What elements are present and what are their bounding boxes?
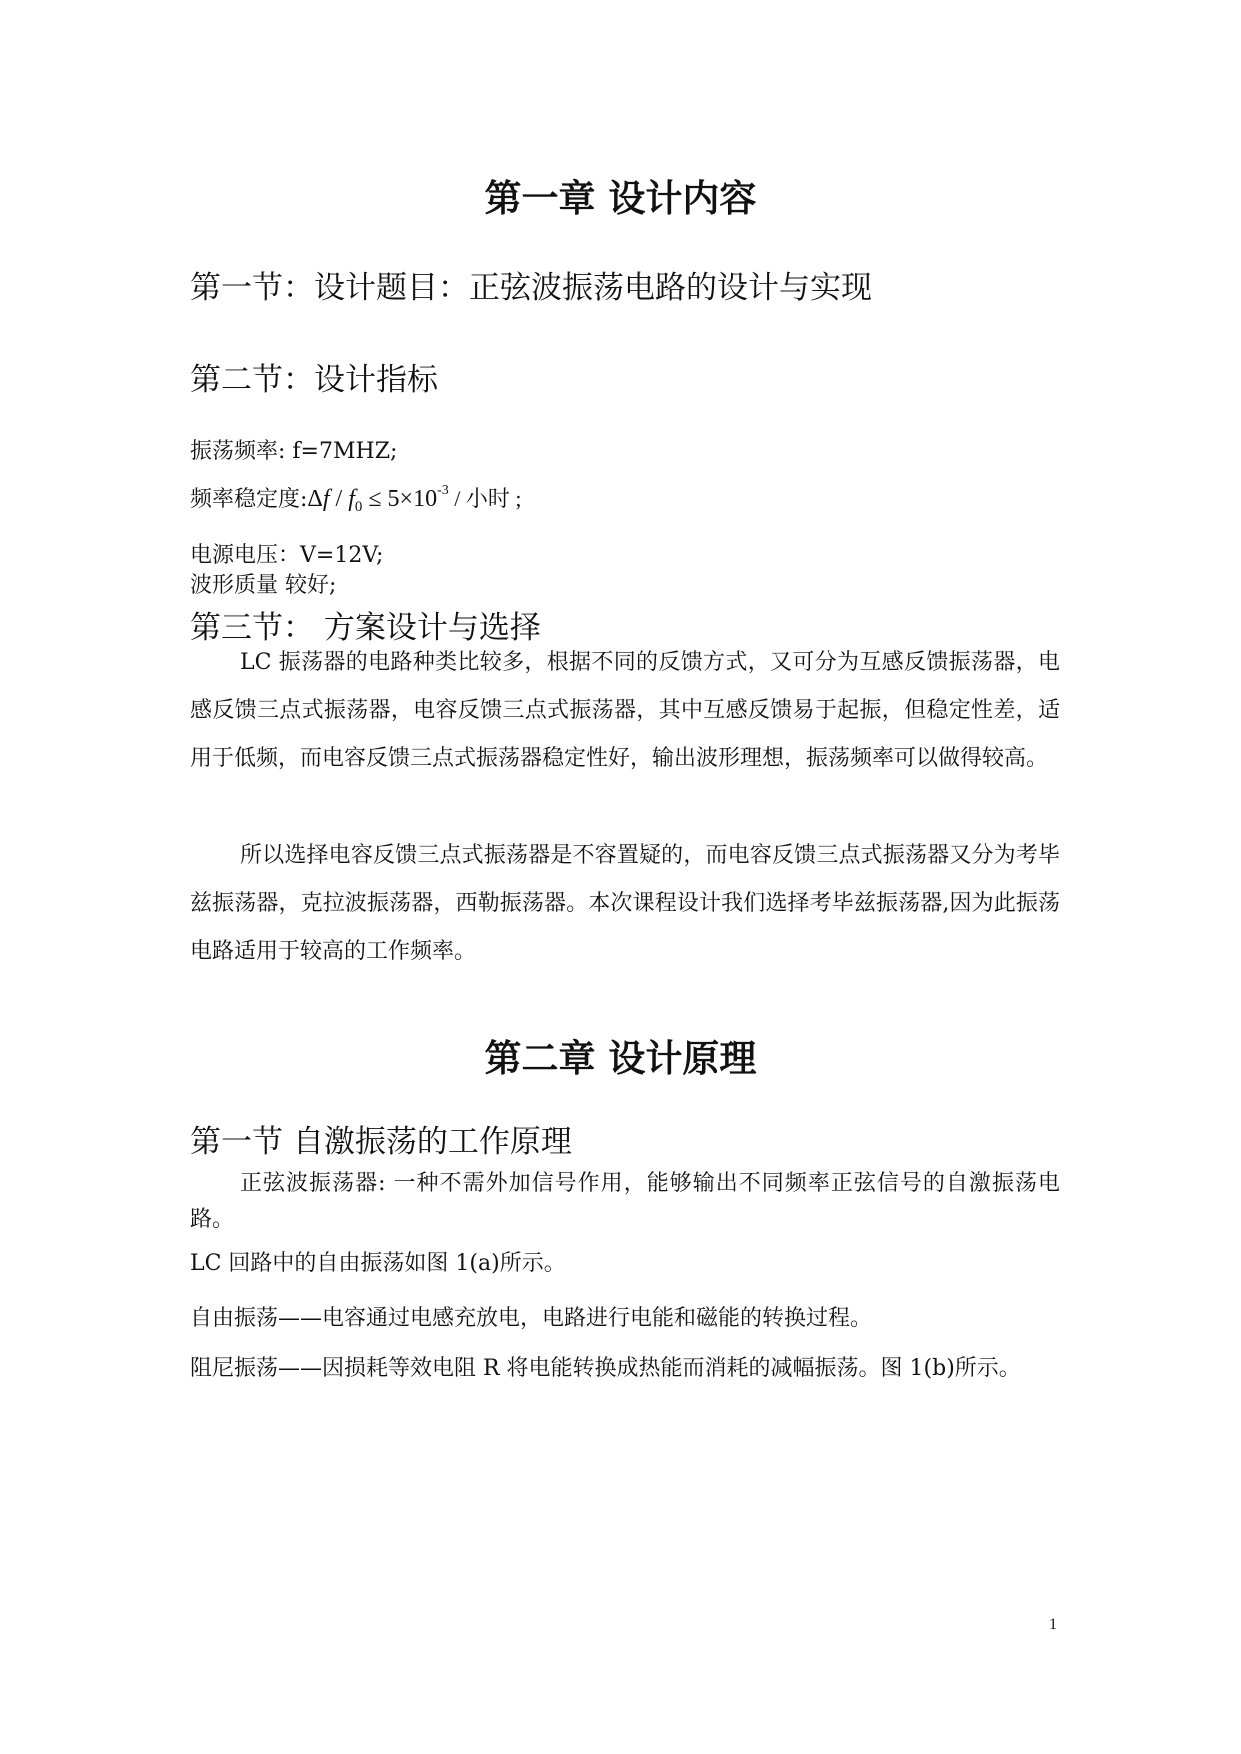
spec-stability	[190, 482, 522, 516]
spec-waveform: 波形质量 较好;	[190, 573, 337, 598]
paragraph-lc-oscillator-types: LC 振荡器的电路种类比较多，根据不同的反馈方式，又可分为互感反馈振荡器，电感反馈三点式振荡器，电容反馈三点式振荡器，其中互感反馈易于起振，但稳定性差，适用于低频，而电容反馈三点式振荡器稳定性好，输出波形理想，振荡频率可以做得较高。	[190, 650, 1060, 771]
spec-stability-label: 频率稳定度:	[190, 487, 308, 512]
paragraph-damped-oscillation: 阻尼振荡——因损耗等效电阻 R 将电能转换成热能而消耗的减幅振荡。图 1(b)所示。	[190, 1356, 1021, 1381]
line-free-oscillation-definition: 自由振荡——电容通过电感充放电，电路进行电能和磁能的转换过程。	[190, 1306, 873, 1331]
section-scheme-selection: 第三节： 方案设计与选择	[190, 610, 541, 646]
section-self-oscillation: 第一节 自激振荡的工作原理	[190, 1124, 572, 1160]
line-lc-free-oscillation: LC 回路中的自由振荡如图 1(a)所示。	[190, 1251, 566, 1276]
spec-frequency: 振荡频率: f=7MHZ;	[190, 439, 398, 464]
stability-formula: $\Delta f / f_0 \le 5\times 10^{-3}$ / 小时 ;	[307, 483, 522, 515]
section-design-specs: 第二节：设计指标	[190, 362, 438, 398]
spec-voltage: 电源电压：V=12V;	[190, 543, 384, 568]
page-number: 1	[1049, 1616, 1057, 1633]
chapter-1-title: 第一章 设计内容	[484, 177, 757, 220]
paragraph-sine-oscillator-definition: 正弦波振荡器: 一种不需外加信号作用，能够输出不同频率正弦信号的自激振荡电路。	[190, 1171, 1060, 1232]
chapter-2-title: 第二章 设计原理	[484, 1037, 757, 1080]
section-design-topic: 第一节：设计题目：正弦波振荡电路的设计与实现	[190, 270, 872, 306]
paragraph-colpitts-choice: 所以选择电容反馈三点式振荡器是不容置疑的，而电容反馈三点式振荡器又分为考毕兹振荡器，克拉波振荡器，西勒振荡器。本次课程设计我们选择考毕兹振荡器,因为此振荡电路适用于较高的工作频率。	[190, 843, 1060, 964]
